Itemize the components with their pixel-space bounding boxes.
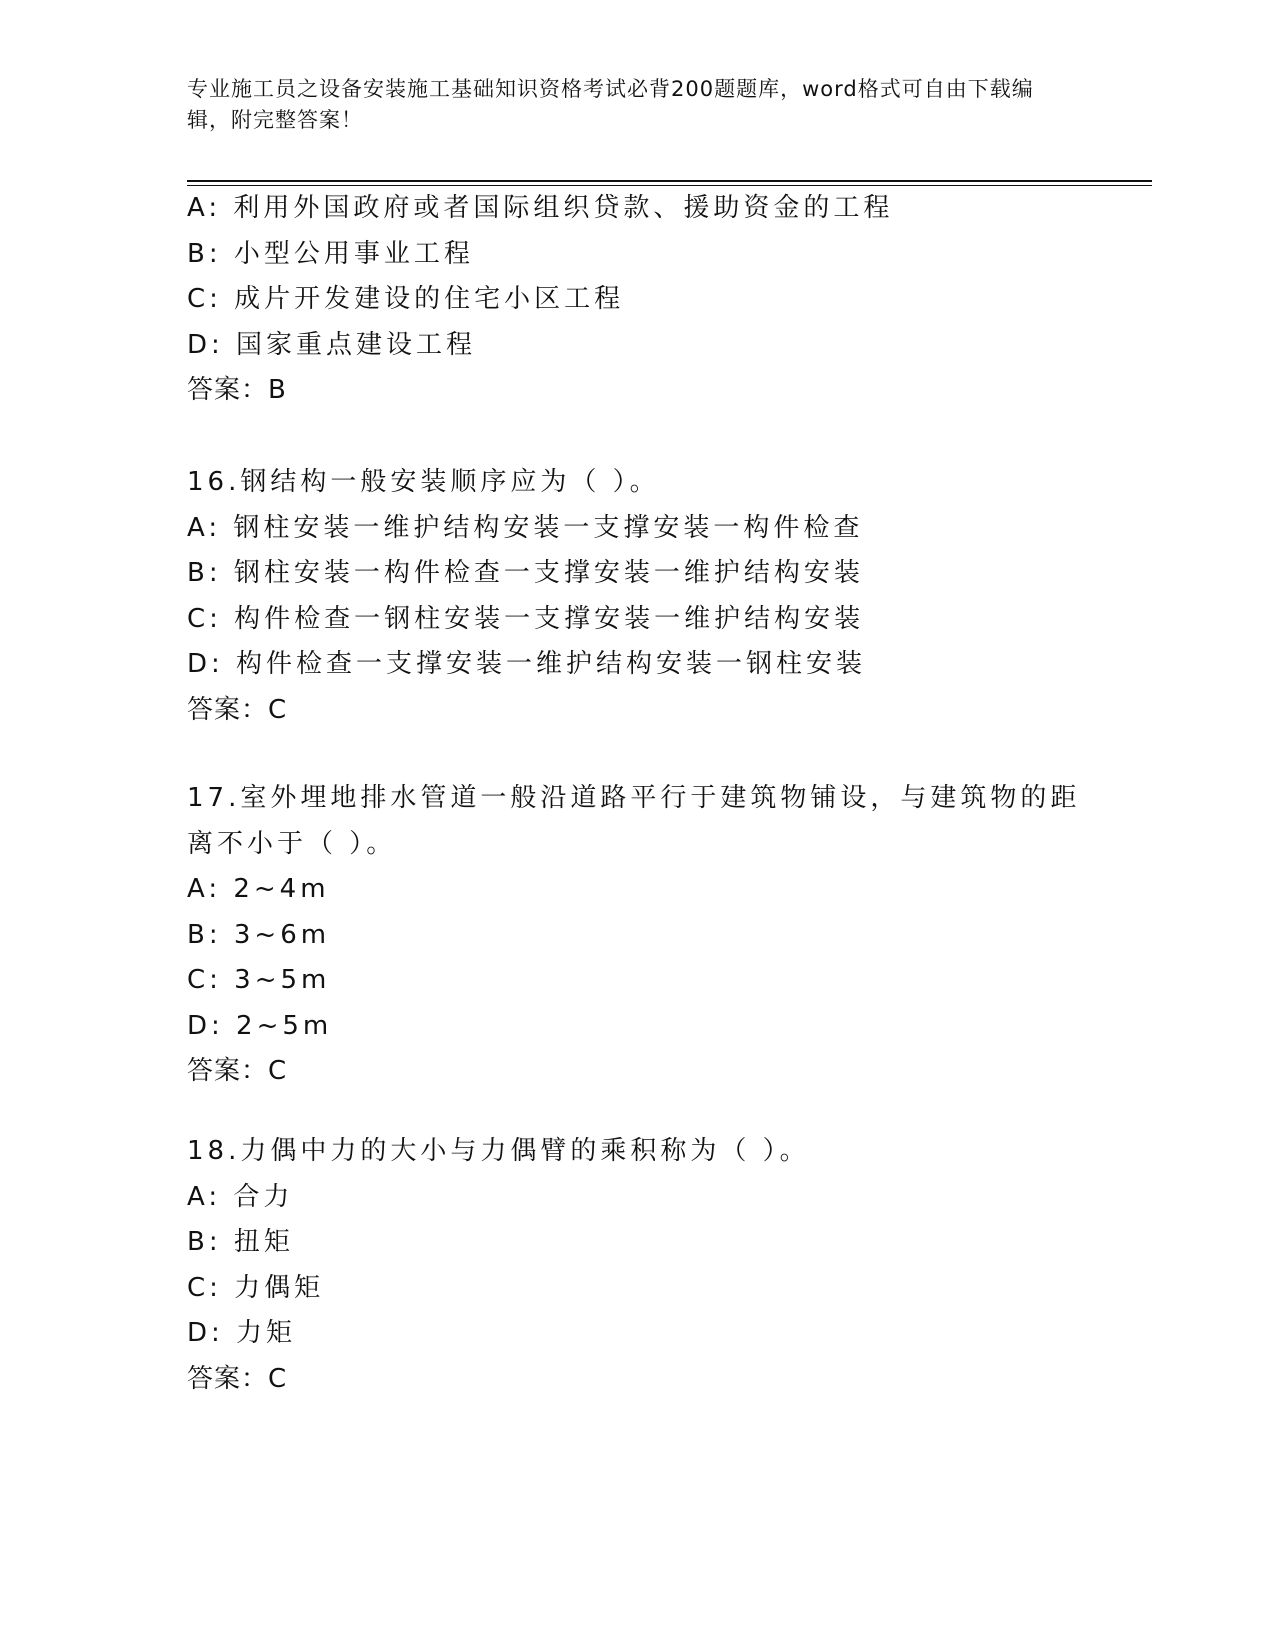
option-b: B: 钢柱安装一构件检查一支撑安装一维护结构安装 (187, 558, 864, 588)
option-c: C: 力偶矩 (187, 1272, 325, 1303)
question-18 (187, 1129, 1087, 1402)
option-a: A: 钢柱安装一维护结构安装一支撑安装一构件检查 (187, 512, 864, 543)
question-17 (187, 776, 1087, 1095)
option-d: D: 构件检查一支撑安装一维护结构安装一钢柱安装 (187, 649, 867, 679)
question-16 (187, 460, 1087, 733)
answer-line: 答案：C (187, 1363, 288, 1394)
option-b: B: 小型公用事业工程 (187, 238, 474, 269)
question-15 (187, 186, 1087, 414)
option-c: C: 3~5m (187, 965, 331, 995)
option-a: A: 合力 (187, 1181, 294, 1212)
page-header: 专业施工员之设备安装施工基础知识资格考试必背200题题库，word格式可自由下载编辑，附完整答案！ (187, 77, 1034, 132)
answer-line: 答案：C (187, 1056, 288, 1086)
option-b: B: 扭矩 (187, 1227, 294, 1257)
option-c: C: 构件检查一钢柱安装一支撑安装一维护结构安装 (187, 603, 865, 634)
option-d: D: 力矩 (187, 1318, 297, 1348)
option-a: A: 利用外国政府或者国际组织贷款、援助资金的工程 (187, 193, 894, 223)
option-b: B: 3~6m (187, 919, 331, 950)
option-d: D: 国家重点建设工程 (187, 329, 477, 360)
option-d: D: 2~5m (187, 1010, 333, 1041)
answer-line: 答案：B (187, 375, 287, 405)
question-stem: 18.力偶中力的大小与力偶臂的乘积称为（ ）。 (187, 1136, 810, 1166)
answer-line: 答案：C (187, 694, 288, 725)
question-stem: 16.钢结构一般安装顺序应为（ ）。 (187, 467, 660, 497)
question-stem: 17.室外埋地排水管道一般沿道路平行于建筑物铺设，与建筑物的距离不小于（ ）。 (187, 783, 1081, 859)
option-a: A: 2~4m (187, 874, 330, 904)
option-c: C: 成片开发建设的住宅小区工程 (187, 284, 625, 314)
